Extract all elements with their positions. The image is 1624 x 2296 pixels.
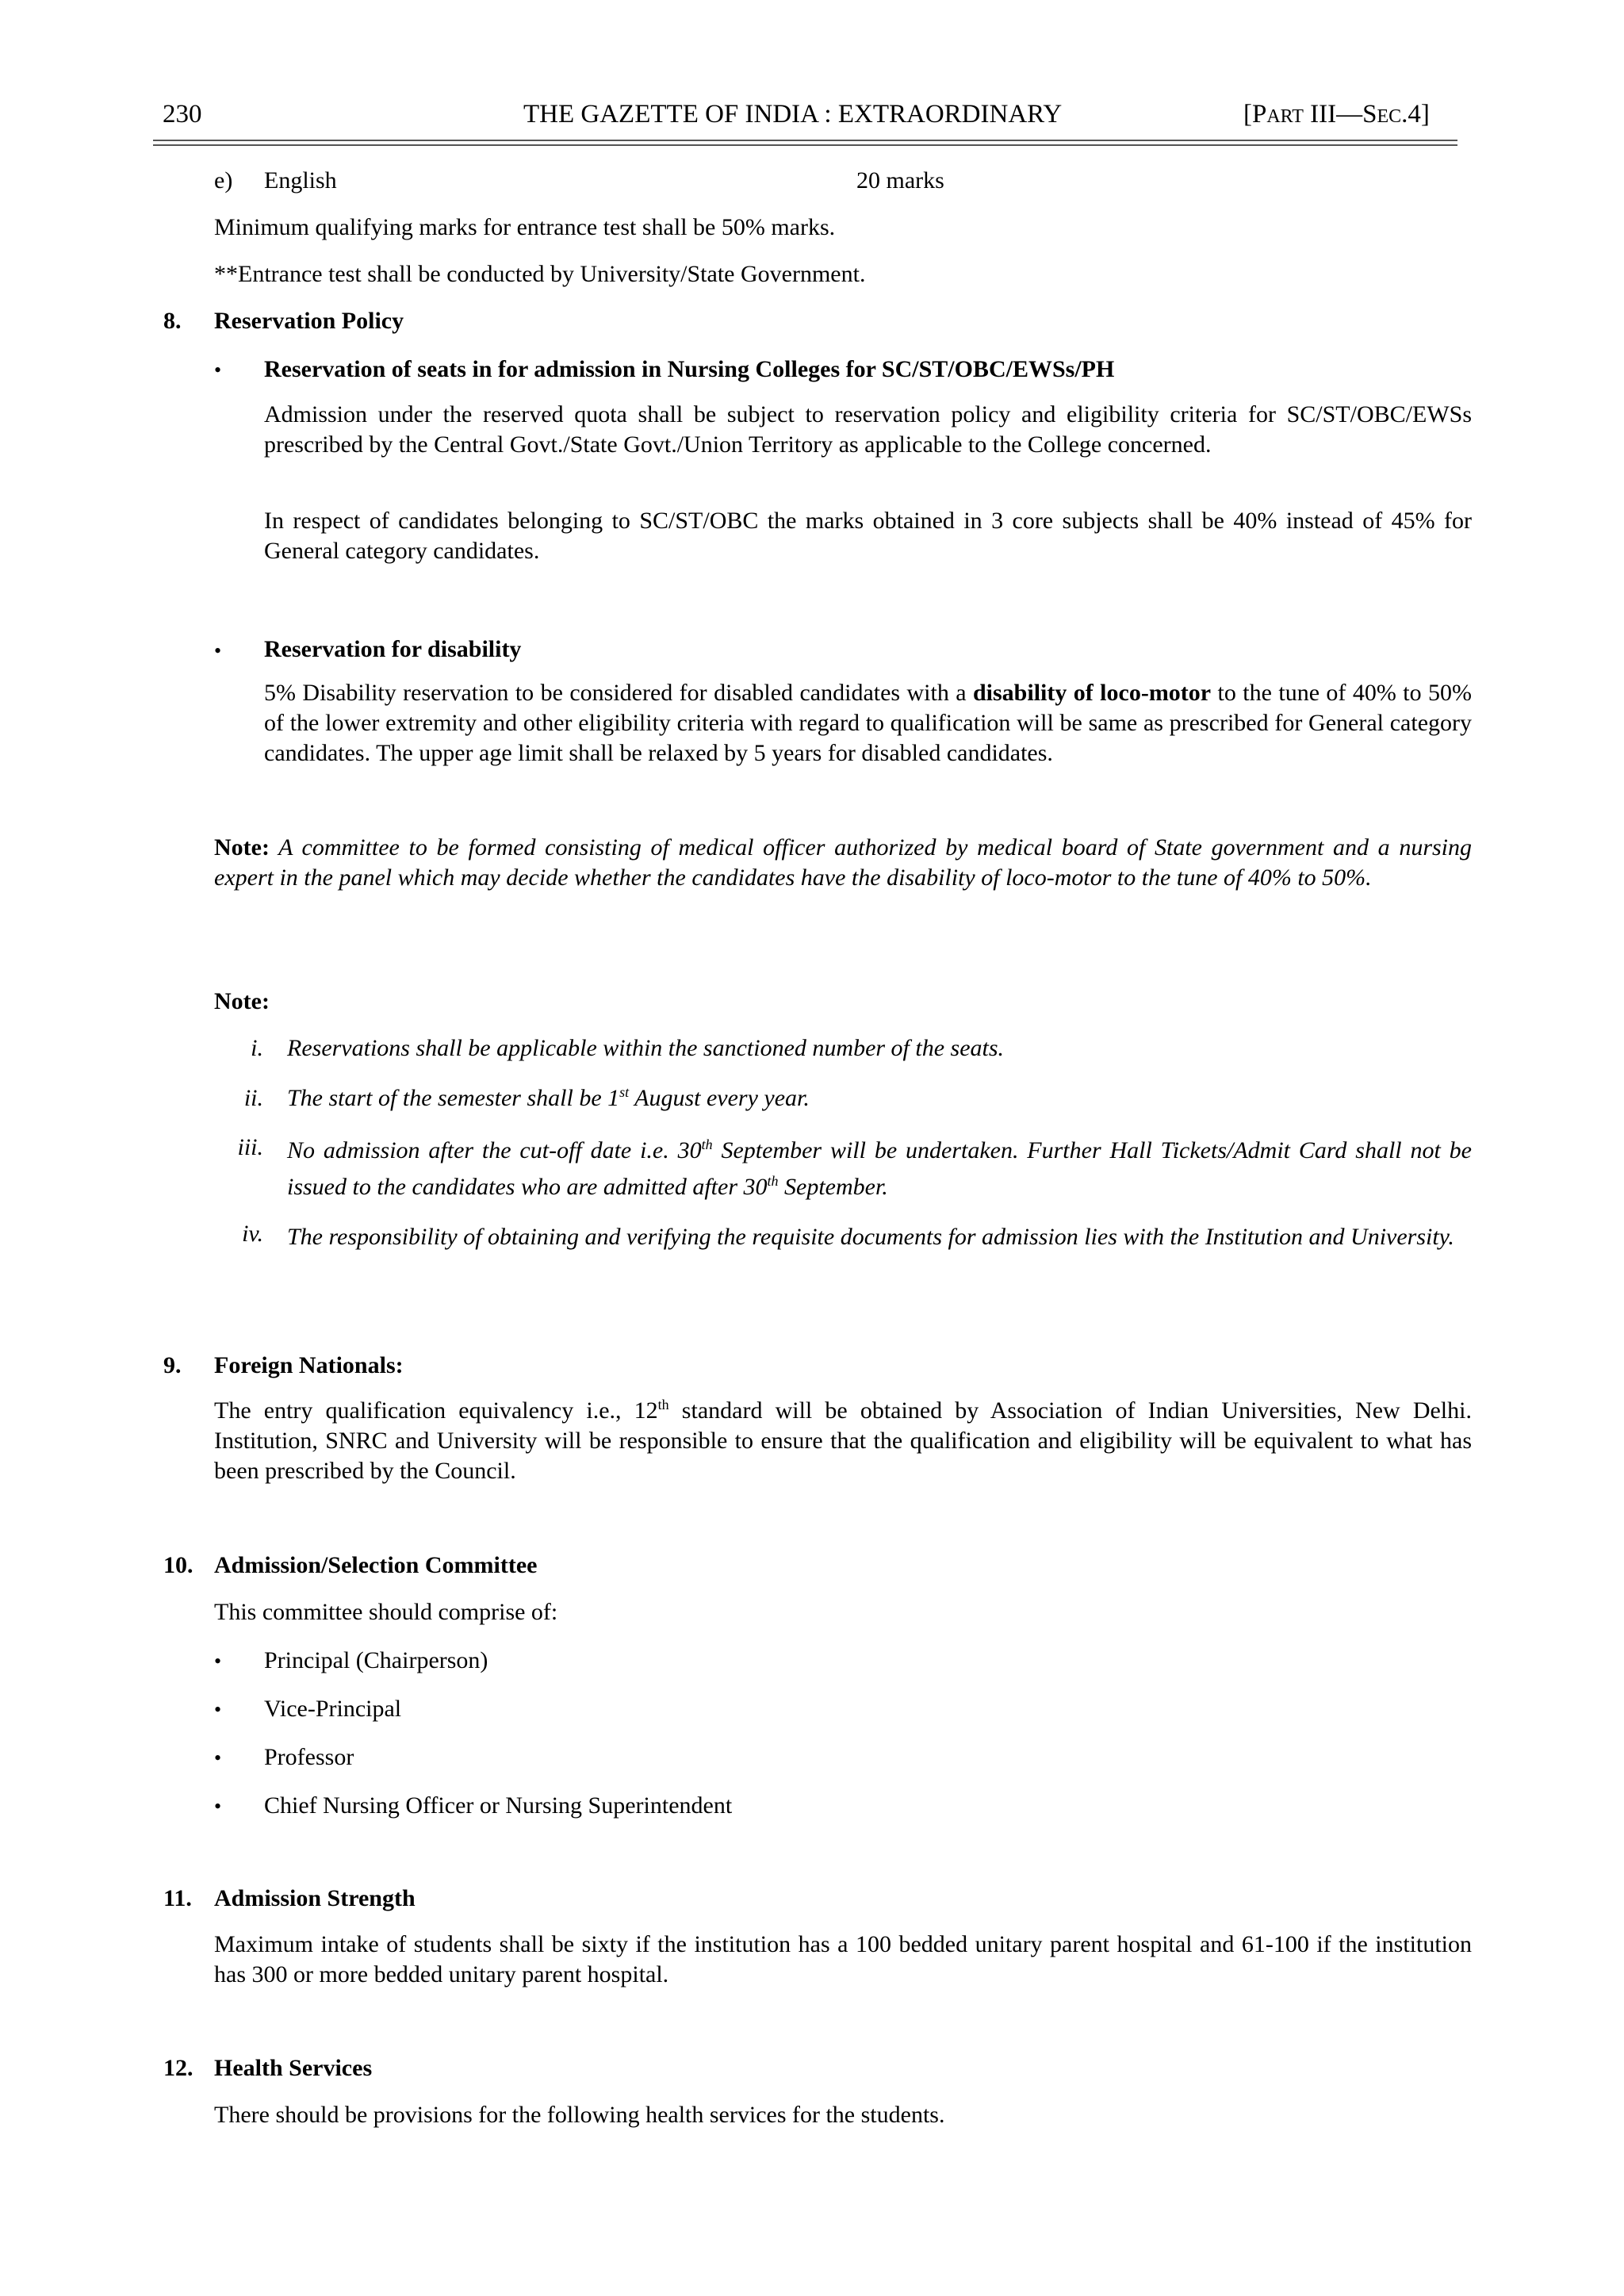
bullet-icon: • [214, 1795, 222, 1818]
section-8-title: Reservation Policy [214, 308, 404, 334]
section-9-number: 9. [163, 1352, 182, 1378]
section-8-number: 8. [163, 308, 182, 334]
header-rule-bottom [153, 144, 1457, 146]
gazette-title: THE GAZETTE OF INDIA : EXTRAORDINARY [523, 100, 1063, 128]
item-subject: English [264, 167, 337, 194]
reservation-seats-heading: Reservation of seats in for admission in Nursing Colleges for SC/ST/OBC/EWSs/PH [264, 356, 1115, 382]
section-9-title: Foreign Nationals: [214, 1352, 404, 1378]
core-subjects-paragraph: In respect of candidates belonging to SC/ST/OBC the marks obtained in 3 core subjects shall be 40% instead of 45% for General category candidates. [264, 508, 1472, 564]
note-heading: Note: [214, 988, 270, 1014]
committee-member: Principal (Chairperson) [264, 1647, 488, 1673]
committee-member: Vice-Principal [264, 1696, 402, 1722]
reservation-disability-heading: Reservation for disability [264, 636, 522, 662]
committee-intro: This committee should comprise of: [214, 1599, 558, 1625]
section-12-title: Health Services [214, 2055, 373, 2081]
committee-member: Professor [264, 1744, 354, 1770]
note-number: ii. [243, 1085, 263, 1111]
header-rule-top [153, 140, 1457, 141]
note-item: The responsibility of obtaining and verifying the requisite documents for admission lies with the Institution and University. [287, 1224, 1454, 1250]
bullet-icon: • [214, 1698, 222, 1721]
item-marks: 20 marks [856, 167, 944, 194]
bullet-icon: • [214, 639, 222, 662]
min-qualifying-text: Minimum qualifying marks for entrance test shall be 50% marks. [214, 214, 836, 240]
disability-paragraph: 5% Disability reservation to be considered for disabled candidates with a disability of loco-motor to the tune of 40% to 50% of the lower extremity and other eligibility criteria with regard to qualification will be same as prescribed for General category candidates. The upper age limit shall be relaxed by 5 years for disabled candidates. [264, 680, 1472, 766]
note-number: iii. [237, 1134, 263, 1160]
bullet-icon: • [214, 358, 222, 381]
part-section: [PART III—SEC.4] [1243, 100, 1430, 128]
committee-note: Note: A committee to be formed consisting of medical officer authorized by medical board of State government and a nursing expert in the panel which may decide whether the candidates have the disability of loco-motor to the tune of 40% to 50%. [214, 834, 1472, 891]
committee-member: Chief Nursing Officer or Nursing Superintendent [264, 1792, 733, 1819]
section-12-number: 12. [163, 2055, 193, 2081]
admission-strength-paragraph: Maximum intake of students shall be sixty if the institution has a 100 bedded unitary parent hospital and 61-100 if the institution has 300 or more bedded unitary parent hospital. [214, 1931, 1472, 1987]
foreign-nationals-paragraph: The entry qualification equivalency i.e., 12th standard will be obtained by Association of Indian Universities, New Delhi. Institution, SNRC and University will be responsible to ensure that the qualification and eligibility will be equivalent to what has been prescribed by the Council. [214, 1397, 1472, 1484]
note-item: Reservations shall be applicable within the sanctioned number of the seats. [287, 1035, 1005, 1061]
note-number: iv. [242, 1221, 263, 1247]
item-label: e) [214, 167, 233, 194]
section-10-number: 10. [163, 1552, 193, 1578]
bullet-icon: • [214, 1746, 222, 1769]
section-11-title: Admission Strength [214, 1885, 416, 1911]
entrance-test-text: **Entrance test shall be conducted by University/State Government. [214, 261, 866, 287]
note-number: i. [251, 1035, 263, 1061]
note-item: The start of the semester shall be 1st August every year. [287, 1084, 810, 1111]
health-services-paragraph: There should be provisions for the following health services for the students. [214, 2102, 945, 2128]
page-number: 230 [163, 100, 202, 128]
bullet-icon: • [214, 1650, 222, 1673]
section-11-number: 11. [163, 1885, 192, 1911]
note-item: No admission after the cut-off date i.e. 30th September will be undertaken. Further Hall Tickets/Admit Card shall not be issued to the candidates who are admitted after 30th September. [287, 1137, 1472, 1200]
section-10-title: Admission/Selection Committee [214, 1552, 538, 1578]
reserved-quota-paragraph: Admission under the reserved quota shall be subject to reservation policy and eligibility criteria for SC/ST/OBC/EWSs prescribed by the Central Govt./State Govt./Union Territory as applicable to the College concerned. [264, 401, 1472, 458]
